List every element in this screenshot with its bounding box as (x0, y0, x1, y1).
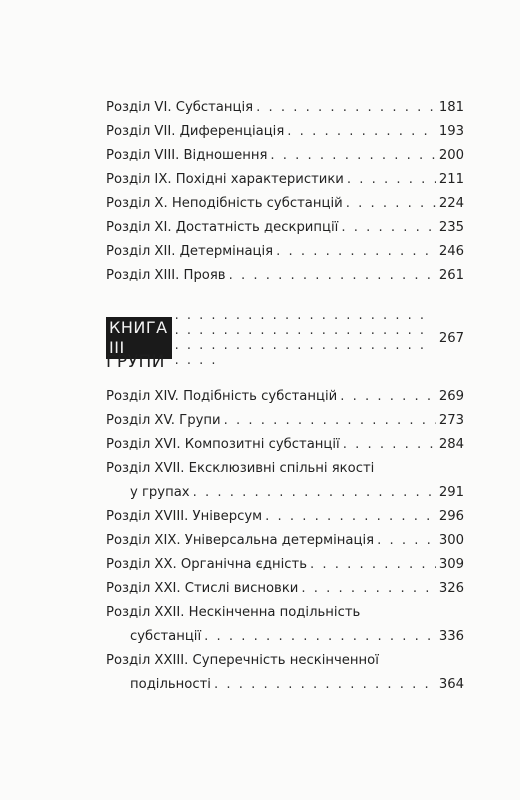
toc-entry (106, 553, 464, 577)
toc-entry-page: 273 (438, 413, 464, 428)
toc-entry-title: Розділ XI. Достатність дескрипції (106, 220, 339, 235)
dot-leader (343, 433, 436, 457)
toc-entry-page: 364 (438, 677, 464, 692)
book-heading (106, 318, 464, 357)
toc-entry (106, 168, 464, 192)
toc-entry-title: Розділ X. Неподібність субстанцій (106, 196, 343, 211)
toc-entry-title-continued: подільності (130, 677, 211, 692)
toc-entry-title: Розділ IX. Похідні характеристики (106, 172, 344, 187)
dot-leader (310, 553, 436, 577)
toc-entry-page: 224 (438, 196, 464, 211)
dot-leader (270, 144, 435, 168)
toc-entry-title-continued: субстанції (130, 629, 202, 644)
toc-entry-title: Розділ XX. Органічна єдність (106, 557, 307, 572)
toc-entry-title: Розділ XVII. Ексклюзивні спільні якості (106, 461, 375, 476)
toc-entry-title: Розділ XXI. Стислі висновки (106, 581, 299, 596)
toc-entry-title-continued: у групах (130, 485, 190, 500)
toc-entry-title: Розділ XIX. Універсальна детермінація (106, 533, 375, 548)
toc-entry (106, 385, 464, 409)
toc-entry (106, 505, 464, 529)
toc-entry-continuation (106, 673, 464, 697)
dot-leader (214, 673, 436, 697)
toc-entry (106, 409, 464, 433)
dot-leader (229, 264, 436, 288)
toc-entry (106, 240, 464, 264)
toc-entry-page: 211 (438, 172, 464, 187)
toc-entry-page: 269 (438, 389, 464, 404)
book-title: ГРУПИ (106, 352, 165, 372)
toc-entry (106, 216, 464, 240)
dot-leader (301, 577, 435, 601)
toc-entry-continuation (106, 481, 464, 505)
dot-leader (287, 120, 436, 144)
toc-entry (106, 264, 464, 288)
dot-leader (341, 216, 436, 240)
dot-leader (224, 409, 436, 433)
toc-entry-page: 246 (438, 244, 464, 259)
dot-leader (377, 529, 436, 553)
toc-entry (106, 144, 464, 168)
toc-entry (106, 433, 464, 457)
toc-entry-page: 300 (438, 533, 464, 548)
toc-entry-title: Розділ XIV. Подібність субстанцій (106, 389, 338, 404)
toc-entry-page: 181 (438, 100, 464, 115)
toc-entry (106, 577, 464, 601)
book-page: 267 (438, 330, 464, 346)
toc-entry-page: 326 (438, 581, 464, 596)
dot-leader (340, 385, 436, 409)
dot-leader (204, 625, 436, 649)
toc-entry (106, 457, 464, 481)
dot-leader (256, 96, 436, 120)
toc-entry (106, 120, 464, 144)
toc-entry-page: 261 (438, 268, 464, 283)
toc-entry-title: Розділ VIII. Відношення (106, 148, 268, 163)
toc-entry-title: Розділ VII. Диференціація (106, 124, 285, 139)
toc-entry-continuation (106, 625, 464, 649)
toc-entry-page: 200 (438, 148, 464, 163)
toc-entry (106, 529, 464, 553)
toc-entry (106, 96, 464, 120)
toc-entry (106, 192, 464, 216)
toc-entry (106, 601, 464, 625)
dot-leader (276, 240, 436, 264)
toc-entry-page: 291 (438, 485, 464, 500)
toc-entry (106, 649, 464, 673)
toc-entry-page: 296 (438, 509, 464, 524)
toc-entry-page: 336 (438, 629, 464, 644)
toc-entry-page: 284 (438, 437, 464, 452)
toc-entry-title: Розділ XXII. Нескінченна подільність (106, 605, 361, 620)
dot-leader (265, 505, 436, 529)
toc-entry-title: Розділ VI. Субстанція (106, 100, 254, 115)
toc-entry-title: Розділ XIII. Прояв (106, 268, 226, 283)
toc-entry-title: Розділ XVIII. Універсум (106, 509, 263, 524)
toc-entry-title: Розділ XVI. Композитні субстанції (106, 437, 340, 452)
toc-entry-title: Розділ XII. Детермінація (106, 244, 274, 259)
dot-leader (175, 308, 436, 368)
dot-leader (193, 481, 436, 505)
toc-entry-page: 309 (438, 557, 464, 572)
dot-leader (347, 168, 436, 192)
toc-entry-title: Розділ XXIII. Суперечність нескінченної (106, 653, 379, 668)
book-label: КНИГА III (106, 317, 172, 359)
toc-entry-title: Розділ XV. Групи (106, 413, 221, 428)
toc-entry-page: 235 (438, 220, 464, 235)
toc-entry-page: 193 (438, 124, 464, 139)
dot-leader (346, 192, 436, 216)
